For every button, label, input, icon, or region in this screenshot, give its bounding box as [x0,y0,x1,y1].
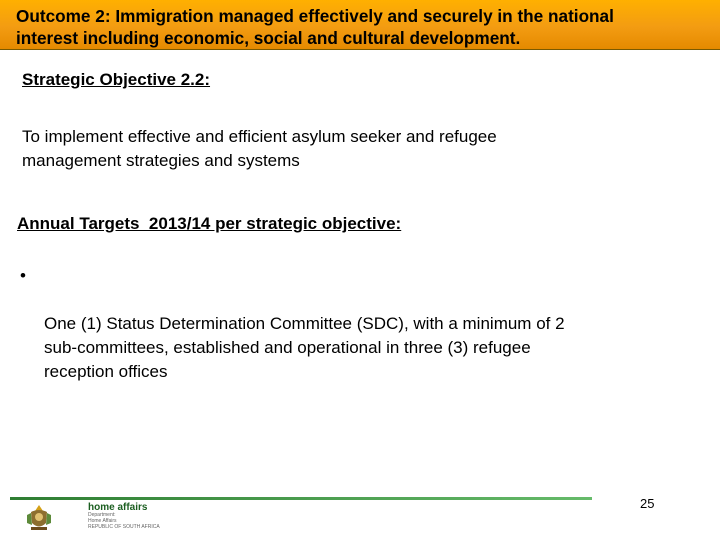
logo-brand: home affairs [88,502,148,513]
footer-divider [10,497,592,500]
page-number: 25 [640,496,655,511]
targets-heading: Annual Targets 2013/14 per strategic objective: [17,214,402,233]
home-affairs-logo [22,502,160,533]
logo-sub-republic: REPUBLIC OF SOUTH AFRICA [88,524,160,530]
objective-heading: Strategic Objective 2.2: [22,70,211,89]
logo-sub-department: Department: [88,512,116,518]
header-bar [0,0,720,50]
bullet-icon: • [20,266,26,285]
logo-sub-home-affairs: Home Affairs [88,518,117,524]
coat-of-arms-icon [22,503,56,533]
objective-text: To implement effective and efficient asylum seeker and refugee management strategies and systems [22,127,497,170]
page-title: Outcome 2: Immigration managed effectively and securely in the national interest including economic, social and cultural development. [16,6,614,48]
logo-text [88,503,178,533]
list-item [20,264,680,384]
targets-list [20,264,680,384]
list-item-text: One (1) Status Determination Committee (SDC), with a minimum of 2 sub-committees, established and operational in three (3) refugee reception offices [44,314,565,381]
